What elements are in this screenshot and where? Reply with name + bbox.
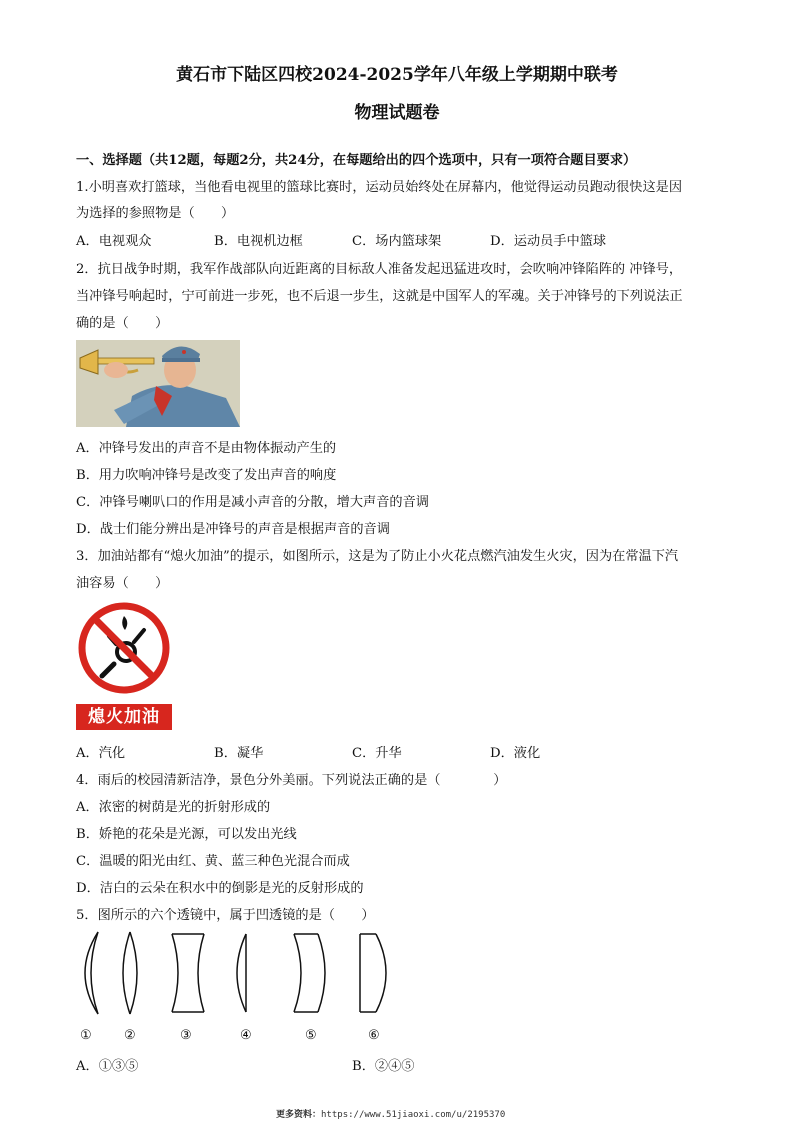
footer-link[interactable]: https://www.51jiaoxi.com/u/2195370 [321,1110,506,1120]
question-5-option-a: A．①③⑤ [76,1059,139,1074]
question-1-option-c: C．场内篮球架 [352,234,442,249]
lens-4 [237,934,246,1012]
question-4-text: 4．雨后的校园清新洁净，景色分外美丽。下列说法正确的是（ ） [76,773,507,788]
question-4-option-c: C．温暖的阳光由红、黄、蓝三种色光混合而成 [76,854,350,869]
question-1-option-d: D．运动员手中篮球 [490,234,607,249]
no-fire-icon [76,600,172,696]
lens-label-5: ⑤ [305,1028,317,1043]
question-3-option-c: C．升华 [352,746,402,761]
question-2-text-2: 当冲锋号响起时，宁可前进一步死，也不后退一步生，这就是中国军人的军魂。关于冲锋号的下列说法正 [76,289,683,304]
question-2-text: 2．抗日战争时期，我军作战部队向近距离的目标敌人准备发起迅猛进攻时，会吹响冲锋陷阵的 冲锋号， [76,262,683,277]
lens-1 [85,932,98,1014]
question-3-option-b: B．凝华 [214,746,264,761]
question-4-option-b: B．娇艳的花朵是光源，可以发出光线 [76,827,297,842]
footer [276,1107,505,1120]
question-3-text: 3．加油站都有“熄火加油”的提示，如图所示，这是为了防止小火花点燃汽油发生火灾，因为在常温下汽 [76,549,679,564]
exam-title: 黄石市下陆区四校2024-2025学年八年级上学期期中联考 [176,65,618,85]
question-2-option-c: C．冲锋号喇叭口的作用是减小声音的分散，增大声音的音调 [76,495,429,510]
question-1-text-2: 为选择的参照物是（ ） [76,206,235,221]
lens-label-2: ② [124,1028,136,1043]
question-3-option-a: A．汽化 [76,746,126,761]
lens-6 [360,934,386,1012]
exam-subtitle: 物理试题卷 [354,103,440,123]
question-2-option-a: A．冲锋号发出的声音不是由物体振动产生的 [76,441,337,456]
lens-2 [123,932,137,1014]
question-1-option-b: B．电视机边框 [214,234,303,249]
question-1-option-a: A．电视观众 [76,234,152,249]
lens-3 [172,934,204,1012]
section-heading: 一、选择题（共12题，每题2分，共24分，在每题给出的四个选项中，只有一项符合题目要求） [76,153,637,168]
lenses-diagram [70,928,410,1018]
footer-label: 更多资料： [276,1110,322,1120]
sign-label: 熄火加油 [76,704,172,730]
question-2-option-b: B．用力吹响冲锋号是改变了发出声音的响度 [76,468,337,483]
lens-5 [294,934,325,1012]
question-3-option-d: D．液化 [490,746,541,761]
question-2-text-3: 确的是（ ） [76,316,169,331]
question-5-option-b: B．②④⑤ [352,1059,415,1074]
question-3-text-2: 油容易（ ） [76,576,169,591]
lens-label-3: ③ [180,1028,192,1043]
question-2-option-d: D．战士们能分辨出是冲锋号的声音是根据声音的音调 [76,522,390,537]
no-fire-refuel-sign [76,600,172,730]
question-4-option-d: D．洁白的云朵在积水中的倒影是光的反射形成的 [76,881,364,896]
question-5-text: 5．图所示的六个透镜中，属于凹透镜的是（ ） [76,908,375,923]
lens-label-1: ① [80,1028,92,1043]
bugler-illustration [76,340,240,427]
question-4-option-a: A．浓密的树荫是光的折射形成的 [76,800,271,815]
lens-label-4: ④ [240,1028,252,1043]
question-1-text: 1.小明喜欢打篮球，当他看电视里的篮球比赛时，运动员始终处在屏幕内，他觉得运动员跑动很快这是因 [76,180,683,195]
lens-label-6: ⑥ [368,1028,380,1043]
